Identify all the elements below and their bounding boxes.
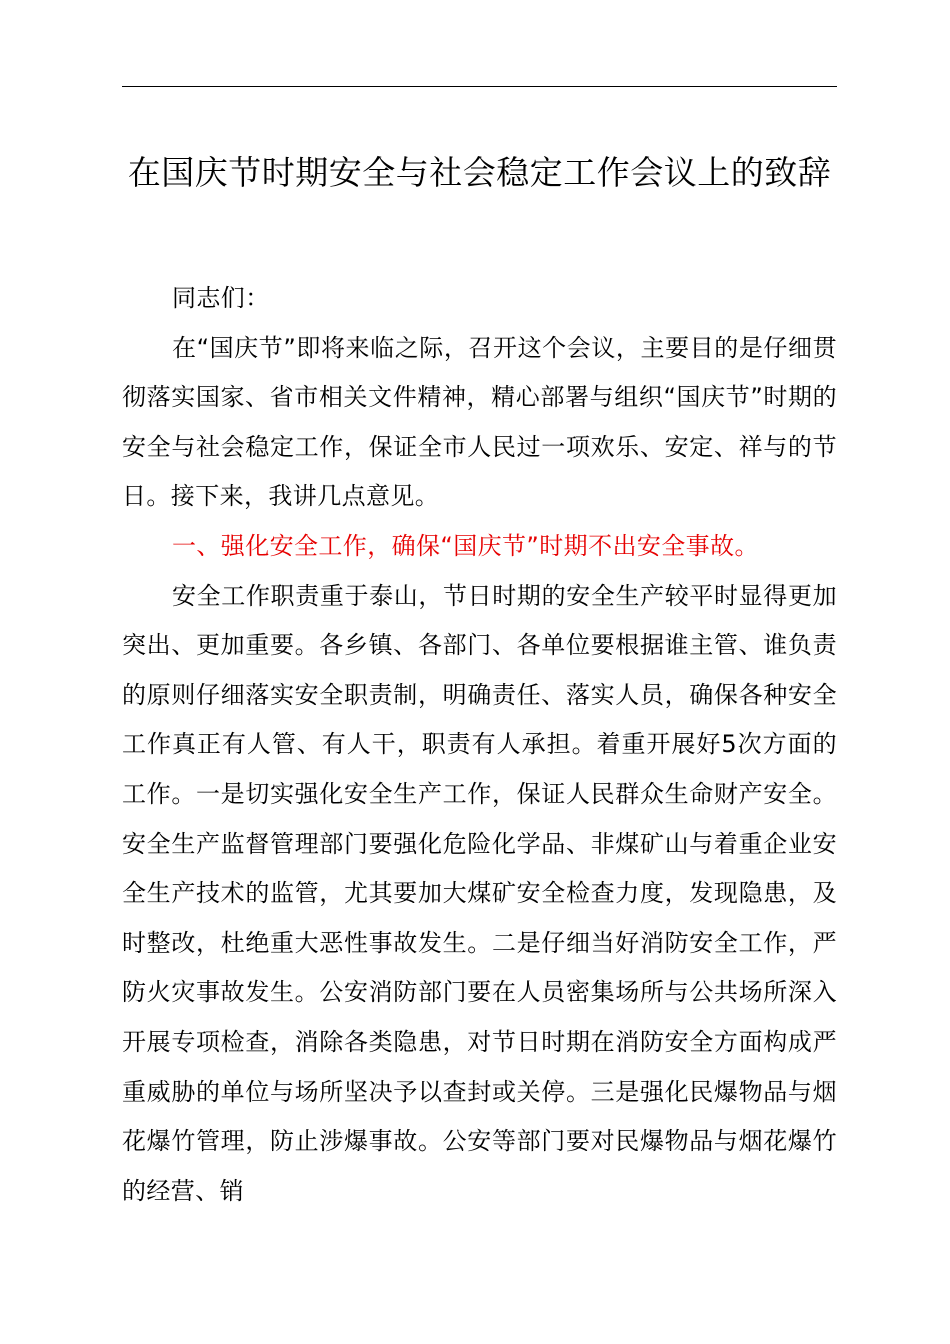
salutation: 同志们： xyxy=(172,284,270,312)
header-rule xyxy=(122,86,837,87)
document-title: 在国庆节时期安全与社会稳定工作会议上的致辞 xyxy=(127,153,832,192)
document-body xyxy=(122,274,837,1216)
intro-paragraph: 在“国庆节”即将来临之际，召开这个会议，主要目的是仔细贯彻落实国家、省市相关文件精神，精心部署与组织“国庆节”时期的安全与社会稳定工作，保证全市人民过一项欢乐、安定、祥与的节日。接下来，我讲几点意见。 xyxy=(122,333,837,511)
section-heading: 一、强化安全工作，确保“国庆节”时期不出安全事故。 xyxy=(172,531,759,560)
section-body-paragraph: 安全工作职责重于泰山，节日时期的安全生产较平时显得更加突出、更加重要。各乡镇、各部门、各单位要根据谁主管、谁负责的原则仔细落实安全职责制，明确责任、落实人员，确保各种安全工作真正有人管、有人干，职责有人承担。着重开展好5次方面的工作。一是切实强化安全生产工作，保证人民群众生命财产安全。安全生产监督管理部门要强化危险化学品、非煤矿山与着重企业安全生产技术的监管，尤其要加大煤矿安全检查力度，发现隐患，及时整改，杜绝重大恶性事故发生。二是仔细当好消防安全工作，严防火灾事故发生。公安消防部门要在人员密集场所与公共场所深入开展专项检查，消除各类隐患，对节日时期在消防安全方面构成严重威胁的单位与场所坚决予以查封或关停。三是强化民爆物品与烟花爆竹管理，防止涉爆事故。公安等部门要对民爆物品与烟花爆竹的经营、销 xyxy=(122,581,837,1205)
